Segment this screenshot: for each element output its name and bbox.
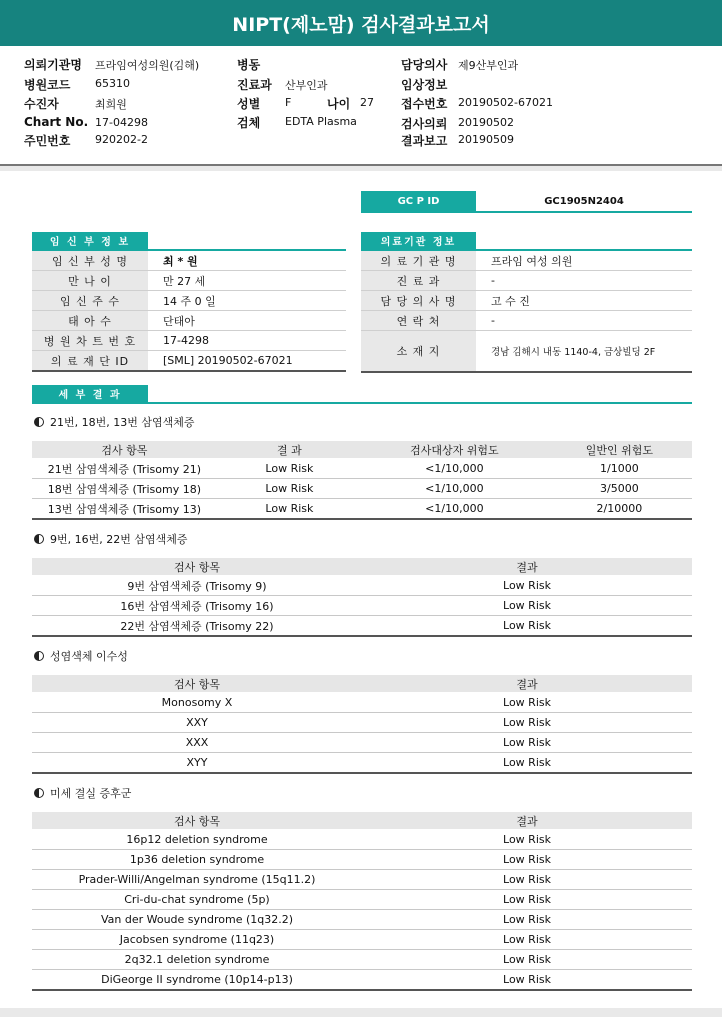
specimen-value: EDTA Plasma: [285, 115, 357, 128]
report-header: [0, 46, 722, 164]
column-header: 검사대상자 위험도: [362, 441, 547, 459]
table-cell: XXY: [32, 713, 362, 733]
table-row: [32, 850, 692, 870]
table-row: [32, 596, 692, 616]
institution-row-value: -: [491, 314, 495, 327]
table-cell: Low Risk: [362, 830, 692, 850]
pregnant-row-key: 태 아 수: [32, 311, 148, 330]
pregnant-row-key: 만 나 이: [32, 271, 148, 290]
table-cell: Low Risk: [362, 713, 692, 733]
age-value: 27: [360, 96, 374, 109]
institution-row-key: 담 당 의 사 명: [361, 291, 476, 310]
table-cell: 16번 삼염색체증 (Trisomy 16): [32, 596, 362, 616]
table-cell: Low Risk: [217, 479, 362, 499]
institution-row-value: 프라임 여성 의원: [491, 254, 573, 268]
table-cell: Low Risk: [362, 950, 692, 970]
half-circle-icon: [34, 417, 44, 427]
table-row: [32, 713, 692, 733]
pregnant-row-key: 의 료 재 단 ID: [32, 351, 148, 370]
table-row: [32, 616, 692, 637]
table-cell: 2q32.1 deletion syndrome: [32, 950, 362, 970]
half-circle-icon: [34, 534, 44, 544]
pregnant-row-value: 14 주 0 일: [163, 294, 216, 308]
table-cell: 1/1000: [547, 459, 692, 479]
column-header: 검사 항목: [32, 812, 362, 830]
specimen-label: 검체: [237, 116, 261, 130]
institution-row-value: 고 수 진: [491, 294, 530, 308]
column-header: 결과: [362, 812, 692, 830]
table-row: [32, 930, 692, 950]
recipient-value: 최희원: [95, 98, 127, 111]
table-row: [32, 970, 692, 991]
pregnant-row-key: 임 신 주 수: [32, 291, 148, 310]
doctor-value: 제9산부인과: [458, 59, 519, 72]
table-cell: XXX: [32, 733, 362, 753]
age-label: 나이: [327, 97, 351, 111]
table-cell: 1p36 deletion syndrome: [32, 850, 362, 870]
pregnant-row-key: 병 원 차 트 번 호: [32, 331, 148, 350]
table-cell: <1/10,000: [362, 459, 547, 479]
column-header: 검사 항목: [32, 441, 217, 459]
table-row: [32, 910, 692, 930]
institution-row-key: 의 료 기 관 명: [361, 251, 476, 270]
institution-label: 의뢰기관명: [24, 58, 82, 72]
result-table: [32, 441, 692, 520]
table-row: [32, 576, 692, 596]
report-date-label: 결과보고: [401, 134, 448, 148]
table-cell: Low Risk: [217, 499, 362, 520]
table-row: [32, 830, 692, 850]
table-cell: 13번 삼염색체증 (Trisomy 13): [32, 499, 217, 520]
report-date-value: 20190509: [458, 133, 514, 146]
table-cell: Low Risk: [362, 970, 692, 991]
detail-result-underline: [32, 402, 692, 404]
column-header: 일반인 위험도: [547, 441, 692, 459]
doctor-label: 담당의사: [401, 58, 448, 72]
half-circle-icon: [34, 788, 44, 798]
sex-label: 성별: [237, 97, 261, 111]
institution-info-label: 의료기관 정보: [361, 232, 476, 249]
receipt-label: 접수번호: [401, 97, 448, 111]
recipient-label: 수진자: [24, 97, 59, 111]
gcp-id-value: GC1905N2404: [476, 191, 692, 212]
table-cell: Prader-Willi/Angelman syndrome (15q11.2): [32, 870, 362, 890]
table-row: [32, 870, 692, 890]
table-row: [32, 733, 692, 753]
table-cell: Jacobsen syndrome (11q23): [32, 930, 362, 950]
table-cell: 9번 삼염색체증 (Trisomy 9): [32, 576, 362, 596]
row-divider: [361, 371, 692, 373]
chart-label: Chart No.: [24, 115, 89, 129]
table-cell: 16p12 deletion syndrome: [32, 830, 362, 850]
institution-row-value: -: [491, 274, 495, 287]
table-row: [32, 950, 692, 970]
table-cell: Low Risk: [217, 459, 362, 479]
pregnant-row-value: 만 27 세: [163, 274, 206, 288]
table-cell: 21번 삼염색체증 (Trisomy 21): [32, 459, 217, 479]
table-cell: Low Risk: [362, 870, 692, 890]
institution-row-key: 진 료 과: [361, 271, 476, 290]
table-row: [32, 459, 692, 479]
result-table: [32, 675, 692, 774]
institution-row-key: 소 재 지: [361, 331, 476, 371]
ward-label: 병동: [237, 58, 261, 72]
id-value: 920202-2: [95, 133, 148, 146]
table-row: [32, 753, 692, 774]
table-row: [32, 890, 692, 910]
table-cell: Low Risk: [362, 890, 692, 910]
section-title-text: 미세 결실 증후군: [50, 787, 132, 800]
id-label: 주민번호: [24, 134, 71, 148]
section-title-text: 9번, 16번, 22번 삼염색체증: [50, 533, 188, 546]
column-header: 결과: [362, 675, 692, 693]
dept-value: 산부인과: [285, 79, 328, 92]
table-cell: Low Risk: [362, 616, 692, 637]
section-title-text: 성염색체 이수성: [50, 650, 128, 663]
request-value: 20190502: [458, 116, 514, 129]
institution-row-key: 연 락 처: [361, 311, 476, 330]
table-cell: <1/10,000: [362, 479, 547, 499]
table-cell: Van der Woude syndrome (1q32.2): [32, 910, 362, 930]
table-cell: Low Risk: [362, 850, 692, 870]
table-cell: Low Risk: [362, 753, 692, 774]
gcp-underline: [361, 211, 692, 213]
pregnant-row-key: 임 신 부 성 명: [32, 251, 148, 270]
dept-label: 진료과: [237, 78, 272, 92]
result-table: [32, 558, 692, 637]
hospital-code-value: 65310: [95, 77, 130, 90]
receipt-value: 20190502-67021: [458, 96, 553, 109]
column-header: 결 과: [217, 441, 362, 459]
section-title: [34, 784, 131, 802]
sex-value: F: [285, 96, 292, 109]
table-cell: Low Risk: [362, 733, 692, 753]
detail-result-label: 세 부 결 과: [32, 385, 148, 402]
column-header: 결과: [362, 558, 692, 576]
column-header: 검사 항목: [32, 558, 362, 576]
pregnant-row-value: 17-4298: [163, 334, 209, 347]
table-cell: 22번 삼염색체증 (Trisomy 22): [32, 616, 362, 637]
pregnant-info-label: 임 신 부 정 보: [32, 232, 148, 249]
report-title: NIPT(제노맘) 검사결과보고서: [0, 0, 722, 46]
section-title: [34, 647, 128, 665]
half-circle-icon: [34, 651, 44, 661]
table-cell: Monosomy X: [32, 693, 362, 713]
pregnant-row-value: 단태아: [163, 314, 195, 328]
table-cell: XYY: [32, 753, 362, 774]
table-cell: Low Risk: [362, 693, 692, 713]
header-shadow: [0, 166, 722, 171]
table-cell: 18번 삼염색체증 (Trisomy 18): [32, 479, 217, 499]
table-cell: DiGeorge II syndrome (10p14-p13): [32, 970, 362, 991]
table-cell: Low Risk: [362, 576, 692, 596]
result-table: [32, 812, 692, 991]
table-cell: Low Risk: [362, 930, 692, 950]
request-label: 검사의뢰: [401, 117, 448, 131]
section-title: [34, 530, 187, 548]
table-cell: <1/10,000: [362, 499, 547, 520]
table-row: [32, 499, 692, 520]
section-title: [34, 413, 194, 431]
table-cell: Low Risk: [362, 596, 692, 616]
section-title-text: 21번, 18번, 13번 삼염색체증: [50, 416, 195, 429]
table-row: [32, 693, 692, 713]
table-cell: Low Risk: [362, 910, 692, 930]
table-cell: Cri-du-chat syndrome (5p): [32, 890, 362, 910]
footer-band: [0, 1008, 722, 1017]
chart-value: 17-04298: [95, 116, 148, 129]
institution-value: 프라임여성의원(김해): [95, 59, 200, 72]
pregnant-row-value: 최 * 원: [163, 254, 198, 268]
hospital-code-label: 병원코드: [24, 78, 71, 92]
table-cell: 2/10000: [547, 499, 692, 520]
row-divider: [32, 370, 346, 372]
institution-row-value: 경남 김해시 내동 1140-4, 금상빌딩 2F: [491, 347, 656, 358]
column-header: 검사 항목: [32, 675, 362, 693]
table-row: [32, 479, 692, 499]
pregnant-row-value: [SML] 20190502-67021: [163, 354, 293, 367]
table-cell: 3/5000: [547, 479, 692, 499]
gcp-id-label: GC P ID: [361, 191, 476, 211]
clinical-label: 임상정보: [401, 78, 448, 92]
